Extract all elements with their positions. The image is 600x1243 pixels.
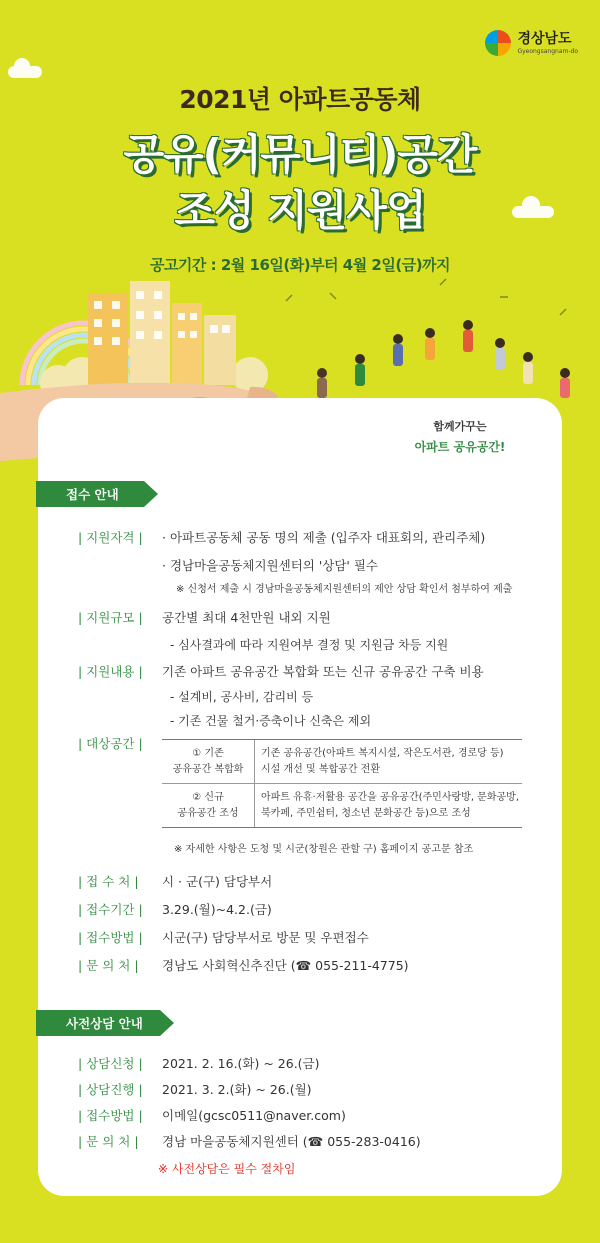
row-label: | 대상공간 | <box>78 736 143 751</box>
row-label: | 문 의 처 | <box>78 1134 139 1149</box>
table-cell-category: ② 신규 공유공간 조성 <box>177 792 239 819</box>
gyeongnam-logo-icon <box>485 30 511 56</box>
confetti-icon <box>286 279 566 315</box>
row-label: | 지원내용 | <box>78 664 143 679</box>
content-sub1: - 설계비, 공사비, 감리비 등 <box>170 690 314 704</box>
title-main-line2: 조성 지원사업 <box>174 186 426 235</box>
row-scale <box>78 610 331 625</box>
row-label: | 상담신청 | <box>78 1056 143 1071</box>
slogan-bubble <box>395 418 525 455</box>
row-label: | 접수기간 | <box>78 902 143 917</box>
row-value: 공간별 최대 4천만원 내외 지원 <box>162 610 331 625</box>
slogan-line2: 아파트 공유공간! <box>414 440 506 454</box>
row-office <box>78 874 272 889</box>
people-icon <box>317 320 570 409</box>
row-value: 2021. 3. 2.(화) ~ 26.(월) <box>162 1082 312 1097</box>
eligibility-item2: · 경남마을공동체지원센터의 '상담' 필수 <box>162 558 378 573</box>
row-label: | 접수방법 | <box>78 1108 143 1123</box>
row-value: 경남 마을공동체지원센터 (☎ 055-283-0416) <box>162 1134 421 1149</box>
row-value: 기존 아파트 공유공간 복합화 또는 신규 공유공간 구축 비용 <box>162 664 484 679</box>
title-year: 2021년 아파트공동체 <box>179 85 421 114</box>
row-value: 시 · 군(구) 담당부서 <box>162 874 273 889</box>
logo-sub: Gyeongsangnam-do <box>517 47 578 55</box>
target-space-table <box>162 739 522 828</box>
table-cell-description: 기존 공유공간(아파트 복지시설, 작은도서관, 경로당 등) 시설 개선 및 복합공간 전환 <box>254 740 522 783</box>
row-content <box>78 664 484 679</box>
row-label: | 접수방법 | <box>78 930 143 945</box>
row-value: · 아파트공동체 공동 명의 제출 (입주자 대표회의, 관리주체) <box>162 530 486 545</box>
cloud-icon <box>8 66 42 78</box>
row-value: 이메일(gcsc0511@naver.com) <box>162 1108 346 1123</box>
table-row <box>162 783 522 827</box>
target-note: ※ 자세한 사항은 도청 및 시군(창원은 관할 구) 홈페이지 공고문 참조 <box>174 844 474 855</box>
row-value: 3.29.(월)~4.2.(금) <box>162 902 272 917</box>
apartment-buildings-icon <box>88 281 236 385</box>
row-label: | 상담진행 | <box>78 1082 143 1097</box>
row-target <box>78 736 162 751</box>
row-value: 경남도 사회혁신추진단 (☎ 055-211-4775) <box>162 958 409 973</box>
row-value: 시군(구) 담당부서로 방문 및 우편접수 <box>162 930 369 945</box>
logo-name: 경상남도 <box>517 30 572 47</box>
row-value: 2021. 2. 16.(화) ~ 26.(금) <box>162 1056 320 1071</box>
row-label: | 지원자격 | <box>78 530 143 545</box>
row-consult-apply <box>78 1056 320 1071</box>
row-label: | 문 의 처 | <box>78 958 139 973</box>
row-label: | 지원규모 | <box>78 610 143 625</box>
table-cell-description: 아파트 유휴·저활용 공간을 공유공간(주민사랑방, 문화공방, 북카페, 주민쉼터, 청소년 문화공간 등)으로 조성 <box>254 784 522 827</box>
row-consult-method <box>78 1108 346 1123</box>
announcement-period: 공고기간 : 2월 16일(화)부터 4월 2일(금)까지 <box>149 256 451 274</box>
row-contact <box>78 958 409 973</box>
content-sub2: - 기존 건물 철거·증축이나 신축은 제외 <box>170 714 372 728</box>
section-tag-consult: 사전상담 안내 <box>36 1010 160 1036</box>
row-consult-contact <box>78 1134 421 1149</box>
row-label: | 접 수 처 | <box>78 874 139 889</box>
scale-sub: - 심사결과에 따라 지원여부 결정 및 지원금 차등 지원 <box>170 638 449 652</box>
eligibility-note: ※ 신청서 제출 시 경남마을공동체지원센터의 제안 상담 확인서 첨부하여 제출 <box>176 584 513 595</box>
consult-warning: ※ 사전상담은 필수 절차임 <box>158 1162 296 1176</box>
row-consult-progress <box>78 1082 312 1097</box>
table-row <box>162 740 522 783</box>
title-main-line1: 공유(커뮤니티)공간 <box>123 130 477 179</box>
section-tag-reception: 접수 안내 <box>36 481 144 507</box>
row-eligibility <box>78 530 485 545</box>
slogan-line1: 함께가꾸는 <box>433 420 487 433</box>
gyeongnam-logo <box>485 30 578 56</box>
table-cell-category: ① 기존 공유공간 복합화 <box>172 748 244 775</box>
row-method <box>78 930 369 945</box>
row-period <box>78 902 272 917</box>
